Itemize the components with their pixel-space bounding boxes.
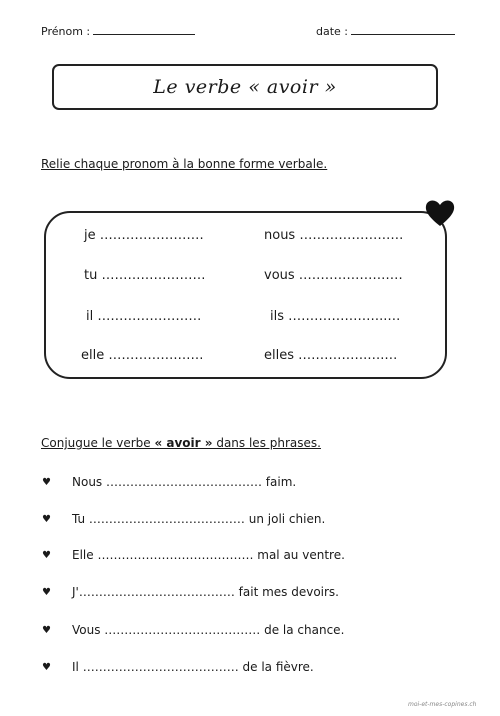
- sentence-6: Il ………………………………… de la fièvre.: [72, 660, 314, 674]
- title-box: [52, 64, 438, 110]
- date-line[interactable]: [351, 24, 455, 35]
- heart-bullet-icon: ♥: [42, 587, 51, 598]
- pronoun-je: je ……………………: [84, 228, 204, 243]
- section2-instruction: [41, 436, 321, 450]
- section1-instruction: Relie chaque pronom à la bonne forme verbale.: [41, 157, 328, 171]
- prenom-label: Prénom :: [41, 25, 91, 38]
- pronoun-ils: ils …………………..…: [270, 309, 401, 324]
- page-title: Le verbe « avoir »: [153, 76, 337, 98]
- date-label: date :: [316, 25, 349, 38]
- heart-bullet-icon: ♥: [42, 550, 51, 561]
- pronoun-elle: elle …………….……: [81, 348, 204, 363]
- prenom-field[interactable]: [41, 24, 195, 38]
- sentence-5: Vous ………………………………… de la chance.: [72, 623, 345, 637]
- pronoun-tu: tu ……………………: [84, 268, 206, 283]
- heart-icon: [424, 198, 456, 228]
- pronoun-il: il ……………………: [86, 309, 202, 324]
- pronoun-vous: vous ……………………: [264, 268, 403, 283]
- sentence-3: Elle ………………………………… mal au ventre.: [72, 548, 345, 562]
- section2-instruction-before: Conjugue le verbe: [41, 436, 155, 450]
- sentence-2: Tu ………………………………… un joli chien.: [72, 512, 326, 526]
- prenom-line[interactable]: [93, 24, 195, 35]
- footer-credit: moi-et-mes-copines.ch: [408, 701, 477, 708]
- sentence-4: J'………………………………… fait mes devoirs.: [72, 585, 339, 599]
- heart-bullet-icon: ♥: [42, 625, 51, 636]
- sentence-1: Nous ………………………………… faim.: [72, 475, 297, 489]
- section2-instruction-after: dans les phrases.: [212, 436, 321, 450]
- heart-bullet-icon: ♥: [42, 662, 51, 673]
- pronoun-elles: elles …………….….…: [264, 348, 398, 363]
- section2-instruction-verb: « avoir »: [154, 436, 213, 450]
- heart-bullet-icon: ♥: [42, 514, 51, 525]
- heart-bullet-icon: ♥: [42, 477, 51, 488]
- pronoun-nous: nous ……………………: [264, 228, 404, 243]
- date-field[interactable]: [316, 24, 455, 38]
